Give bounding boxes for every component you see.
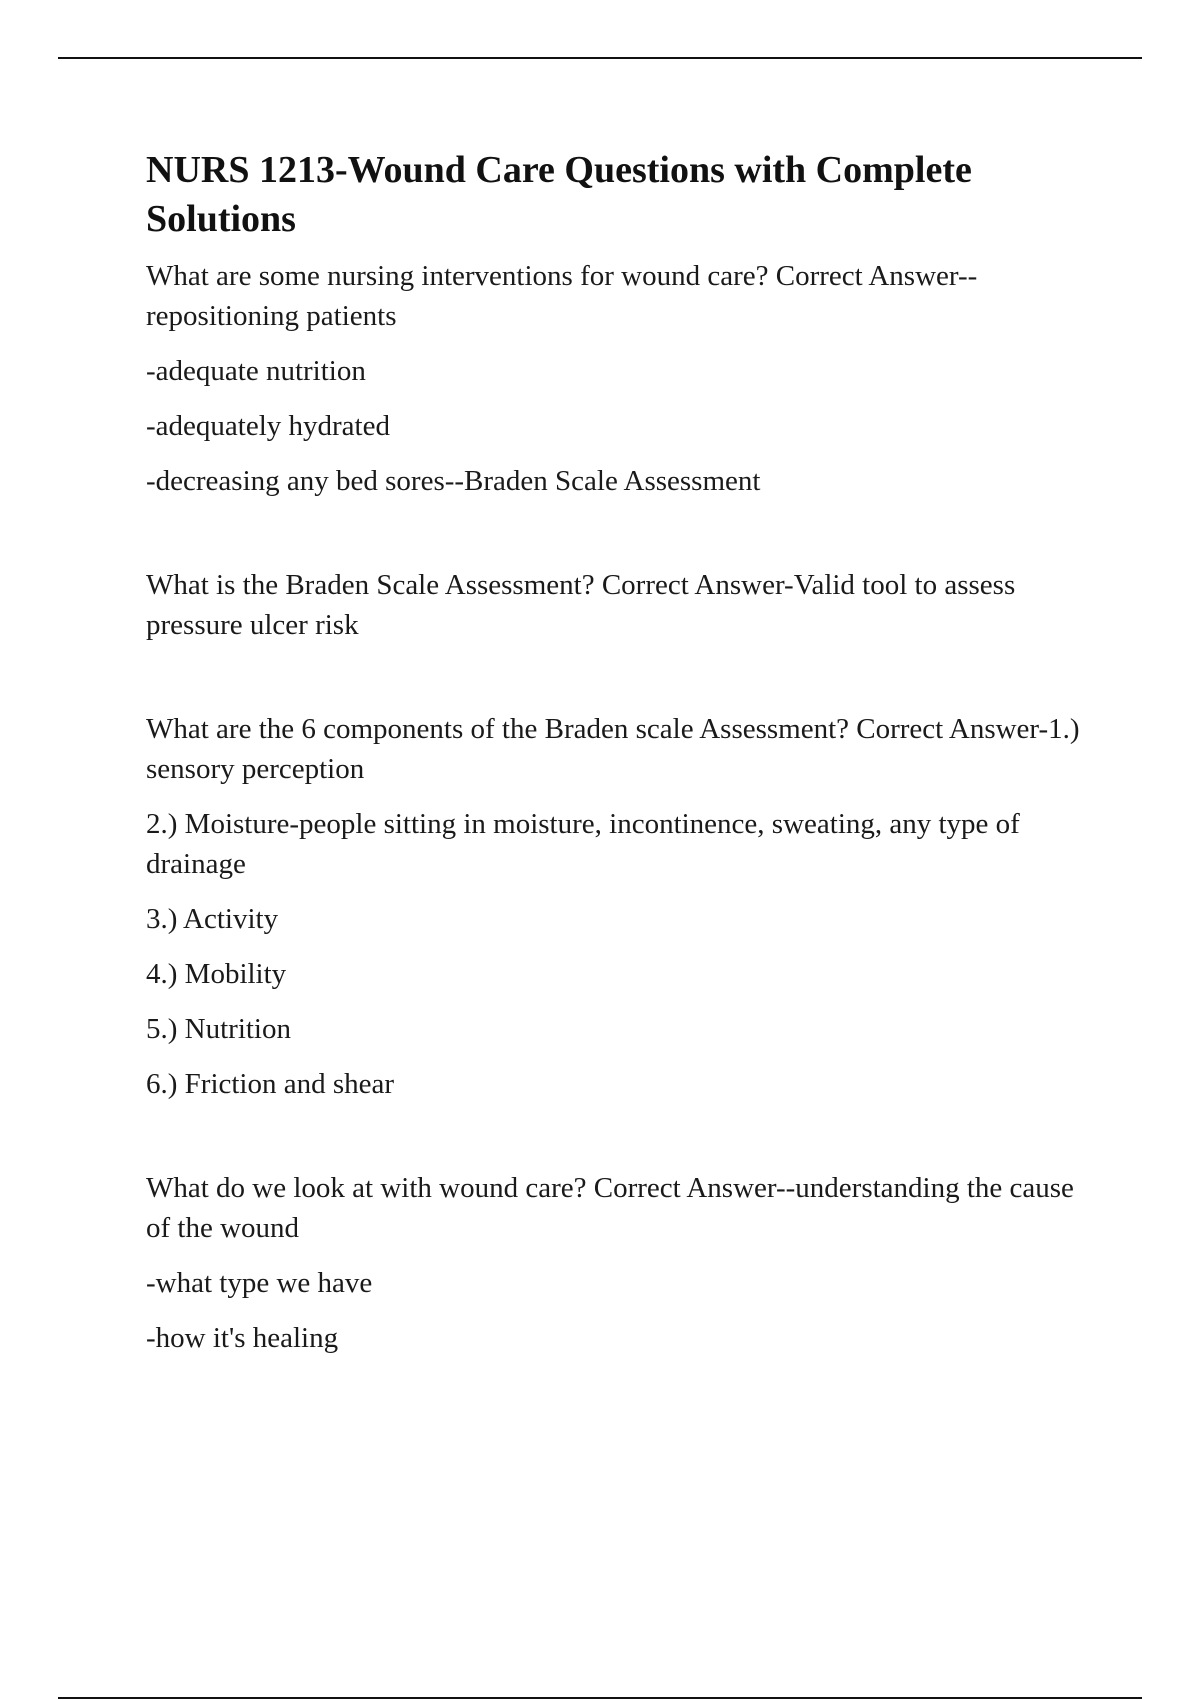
qa-question: What is the Braden Scale Assessment? Correct Answer-Valid tool to assess pressure ulcer risk: [146, 569, 1016, 641]
qa-answer-line: -decreasing any bed sores--Braden Scale Assessment: [146, 465, 761, 497]
qa-block-4: [146, 1168, 1086, 1358]
section-spacer: [146, 501, 1086, 565]
qa-answer-line: -adequately hydrated: [146, 410, 390, 442]
qa-question: What do we look at with wound care? Correct Answer--understanding the cause of the wound: [146, 1172, 1074, 1244]
section-spacer: [146, 1104, 1086, 1168]
qa-answer-line: 3.) Activity: [146, 903, 279, 935]
document-body: [146, 146, 1086, 1358]
section-spacer: [146, 645, 1086, 709]
document-title: NURS 1213-Wound Care Questions with Complete Solutions: [146, 149, 972, 240]
qa-block-3: [146, 709, 1086, 1104]
qa-block-1: [146, 256, 1086, 501]
qa-question: What are some nursing interventions for wound care? Correct Answer--repositioning patients: [146, 260, 978, 332]
qa-answer-line: 5.) Nutrition: [146, 1013, 291, 1045]
qa-answer-line: -adequate nutrition: [146, 355, 366, 387]
qa-question: What are the 6 components of the Braden scale Assessment? Correct Answer-1.) sensory perception: [146, 713, 1080, 785]
qa-answer-line: 6.) Friction and shear: [146, 1068, 395, 1100]
qa-block-2: [146, 565, 1086, 645]
top-rule: [58, 57, 1142, 59]
bottom-rule: [58, 1697, 1142, 1699]
qa-answer-line: 2.) Moisture-people sitting in moisture, incontinence, sweating, any type of drainage: [146, 808, 1020, 880]
qa-answer-line: -what type we have: [146, 1267, 373, 1299]
qa-answer-line: 4.) Mobility: [146, 958, 287, 990]
qa-answer-line: -how it's healing: [146, 1322, 339, 1354]
